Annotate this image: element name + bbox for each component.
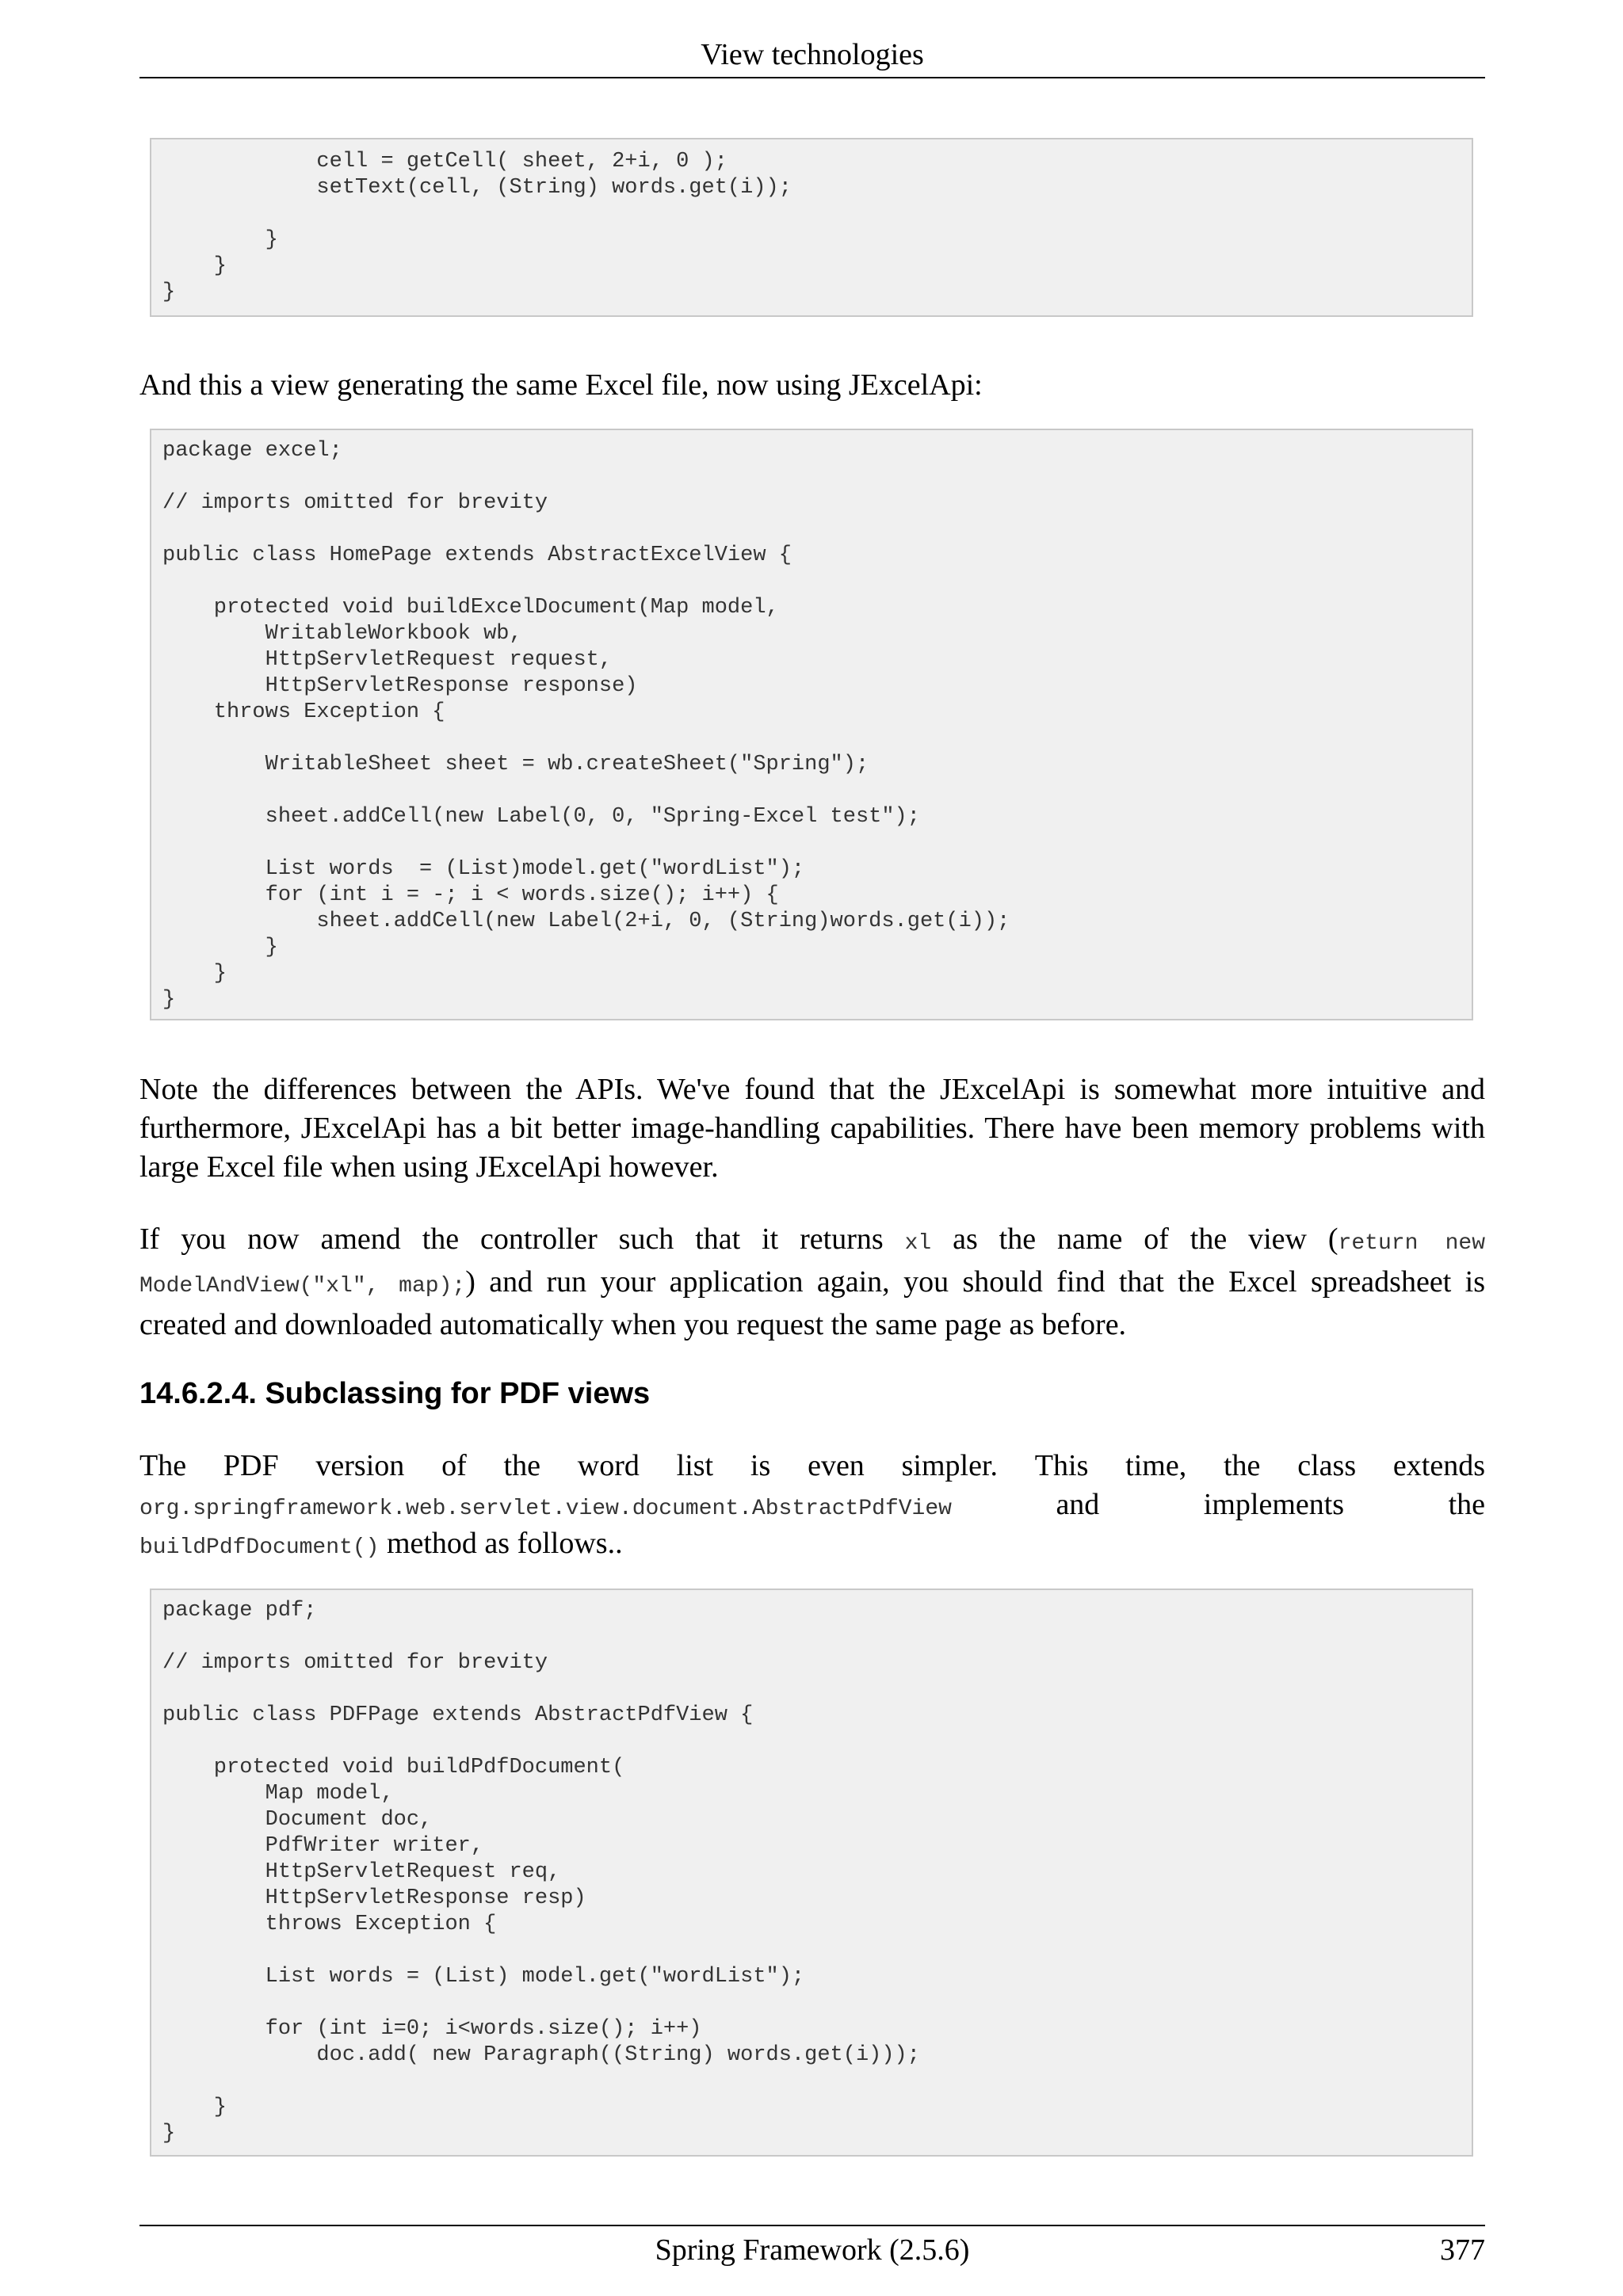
word: implements xyxy=(1203,1488,1345,1521)
pdf-intro-line-1 xyxy=(139,1447,1485,1486)
code-block-jexcel xyxy=(150,429,1473,1020)
amend-text-3: ) and run your application again, you should find that the Excel spreadsheet is created and downloaded automatically when you request the same page as before. xyxy=(139,1265,1486,1341)
code-listing: cell = getCell( sheet, 2+i, 0 ); setText(cell, (String) words.get(i)); } } } xyxy=(162,150,792,304)
footer-rule xyxy=(139,2225,1485,2226)
word: is xyxy=(750,1449,771,1482)
word: extends xyxy=(1392,1449,1485,1482)
paragraph-api-differences: Note the differences between the APIs. We've found that the JExcelApi is somewhat more intuitive and furthermore, JExcelApi has a bit better image-handling capabilities. There have been memory problems with large Excel file when using JExcelApi however. xyxy=(139,1073,1485,1184)
word: word xyxy=(577,1449,640,1482)
word: even xyxy=(808,1449,865,1482)
amend-text-1: If you now amend the controller such that it returns xyxy=(139,1222,905,1256)
word: The xyxy=(139,1449,187,1482)
section-heading: 14.6.2.4. Subclassing for PDF views xyxy=(139,1377,651,1410)
running-header: View technologies xyxy=(701,38,924,71)
word: PDF xyxy=(223,1449,279,1482)
word: simpler. xyxy=(901,1449,998,1482)
word: version xyxy=(315,1449,405,1482)
paragraph-pdf-intro xyxy=(139,1447,1485,1563)
footer-title: Spring Framework (2.5.6) xyxy=(655,2233,970,2267)
pdf-intro-tail: method as follows.. xyxy=(379,1527,623,1560)
paragraph-jexcel-intro: And this a view generating the same Excel file, now using JExcelApi: xyxy=(139,368,983,402)
pdf-intro-line-3 xyxy=(139,1524,1485,1563)
amend-text-2: as the name of the view ( xyxy=(931,1222,1338,1256)
inline-code-xl: xl xyxy=(904,1231,932,1256)
code-block-poi-tail xyxy=(150,138,1473,317)
word: and xyxy=(1056,1488,1100,1521)
page-number: 377 xyxy=(1440,2233,1485,2267)
paragraph-amend-controller xyxy=(139,1220,1485,1344)
word: This xyxy=(1034,1449,1089,1482)
word: the xyxy=(1448,1488,1485,1521)
code-listing: package excel; // imports omitted for brevity public class HomePage extends AbstractExcelView { protected void buildExcelDocument(Map model, WritableWorkbook wb, HttpServletRequest request, HttpServletResponse response) throws Exception { WritableSheet sheet = wb.createSheet("Spring"); sheet.addCell(new Label(0, 0, "Spring-Excel test"); List words = (List)model.get("wordList"); for (int i = -; i < words.size(); i++) { sheet.addCell(new Label(2+i, 0, (String)words.get(i)); } } } xyxy=(162,439,1010,1012)
inline-code-abstract-pdf-view: org.springframework.web.servlet.view.document.AbstractPdfView xyxy=(139,1497,952,1521)
word: of xyxy=(441,1449,467,1482)
word: list xyxy=(676,1449,714,1482)
code-listing: package pdf; // imports omitted for brevity public class PDFPage extends AbstractPdfView { protected void buildPdfDocument( Map model, Document doc, PdfWriter writer, HttpServletRequest req, HttpServletResponse resp) throws Exception { List words = (List) model.get("wordList"); for (int i=0; i<words.size(); i++) doc.add( new Paragraph((String) words.get(i))); } } xyxy=(162,1599,920,2145)
inline-code-build-pdf-document: buildPdfDocument() xyxy=(139,1535,380,1560)
code-block-pdf xyxy=(150,1589,1473,2157)
pdf-intro-line-2 xyxy=(139,1486,1485,1524)
header-rule xyxy=(139,77,1485,78)
word: class xyxy=(1297,1449,1357,1482)
word: the xyxy=(503,1449,540,1482)
word: time, xyxy=(1125,1449,1187,1482)
inline-code-return-model-and-view: return new ModelAndView("xl", map); xyxy=(139,1231,1486,1299)
word: the xyxy=(1224,1449,1261,1482)
